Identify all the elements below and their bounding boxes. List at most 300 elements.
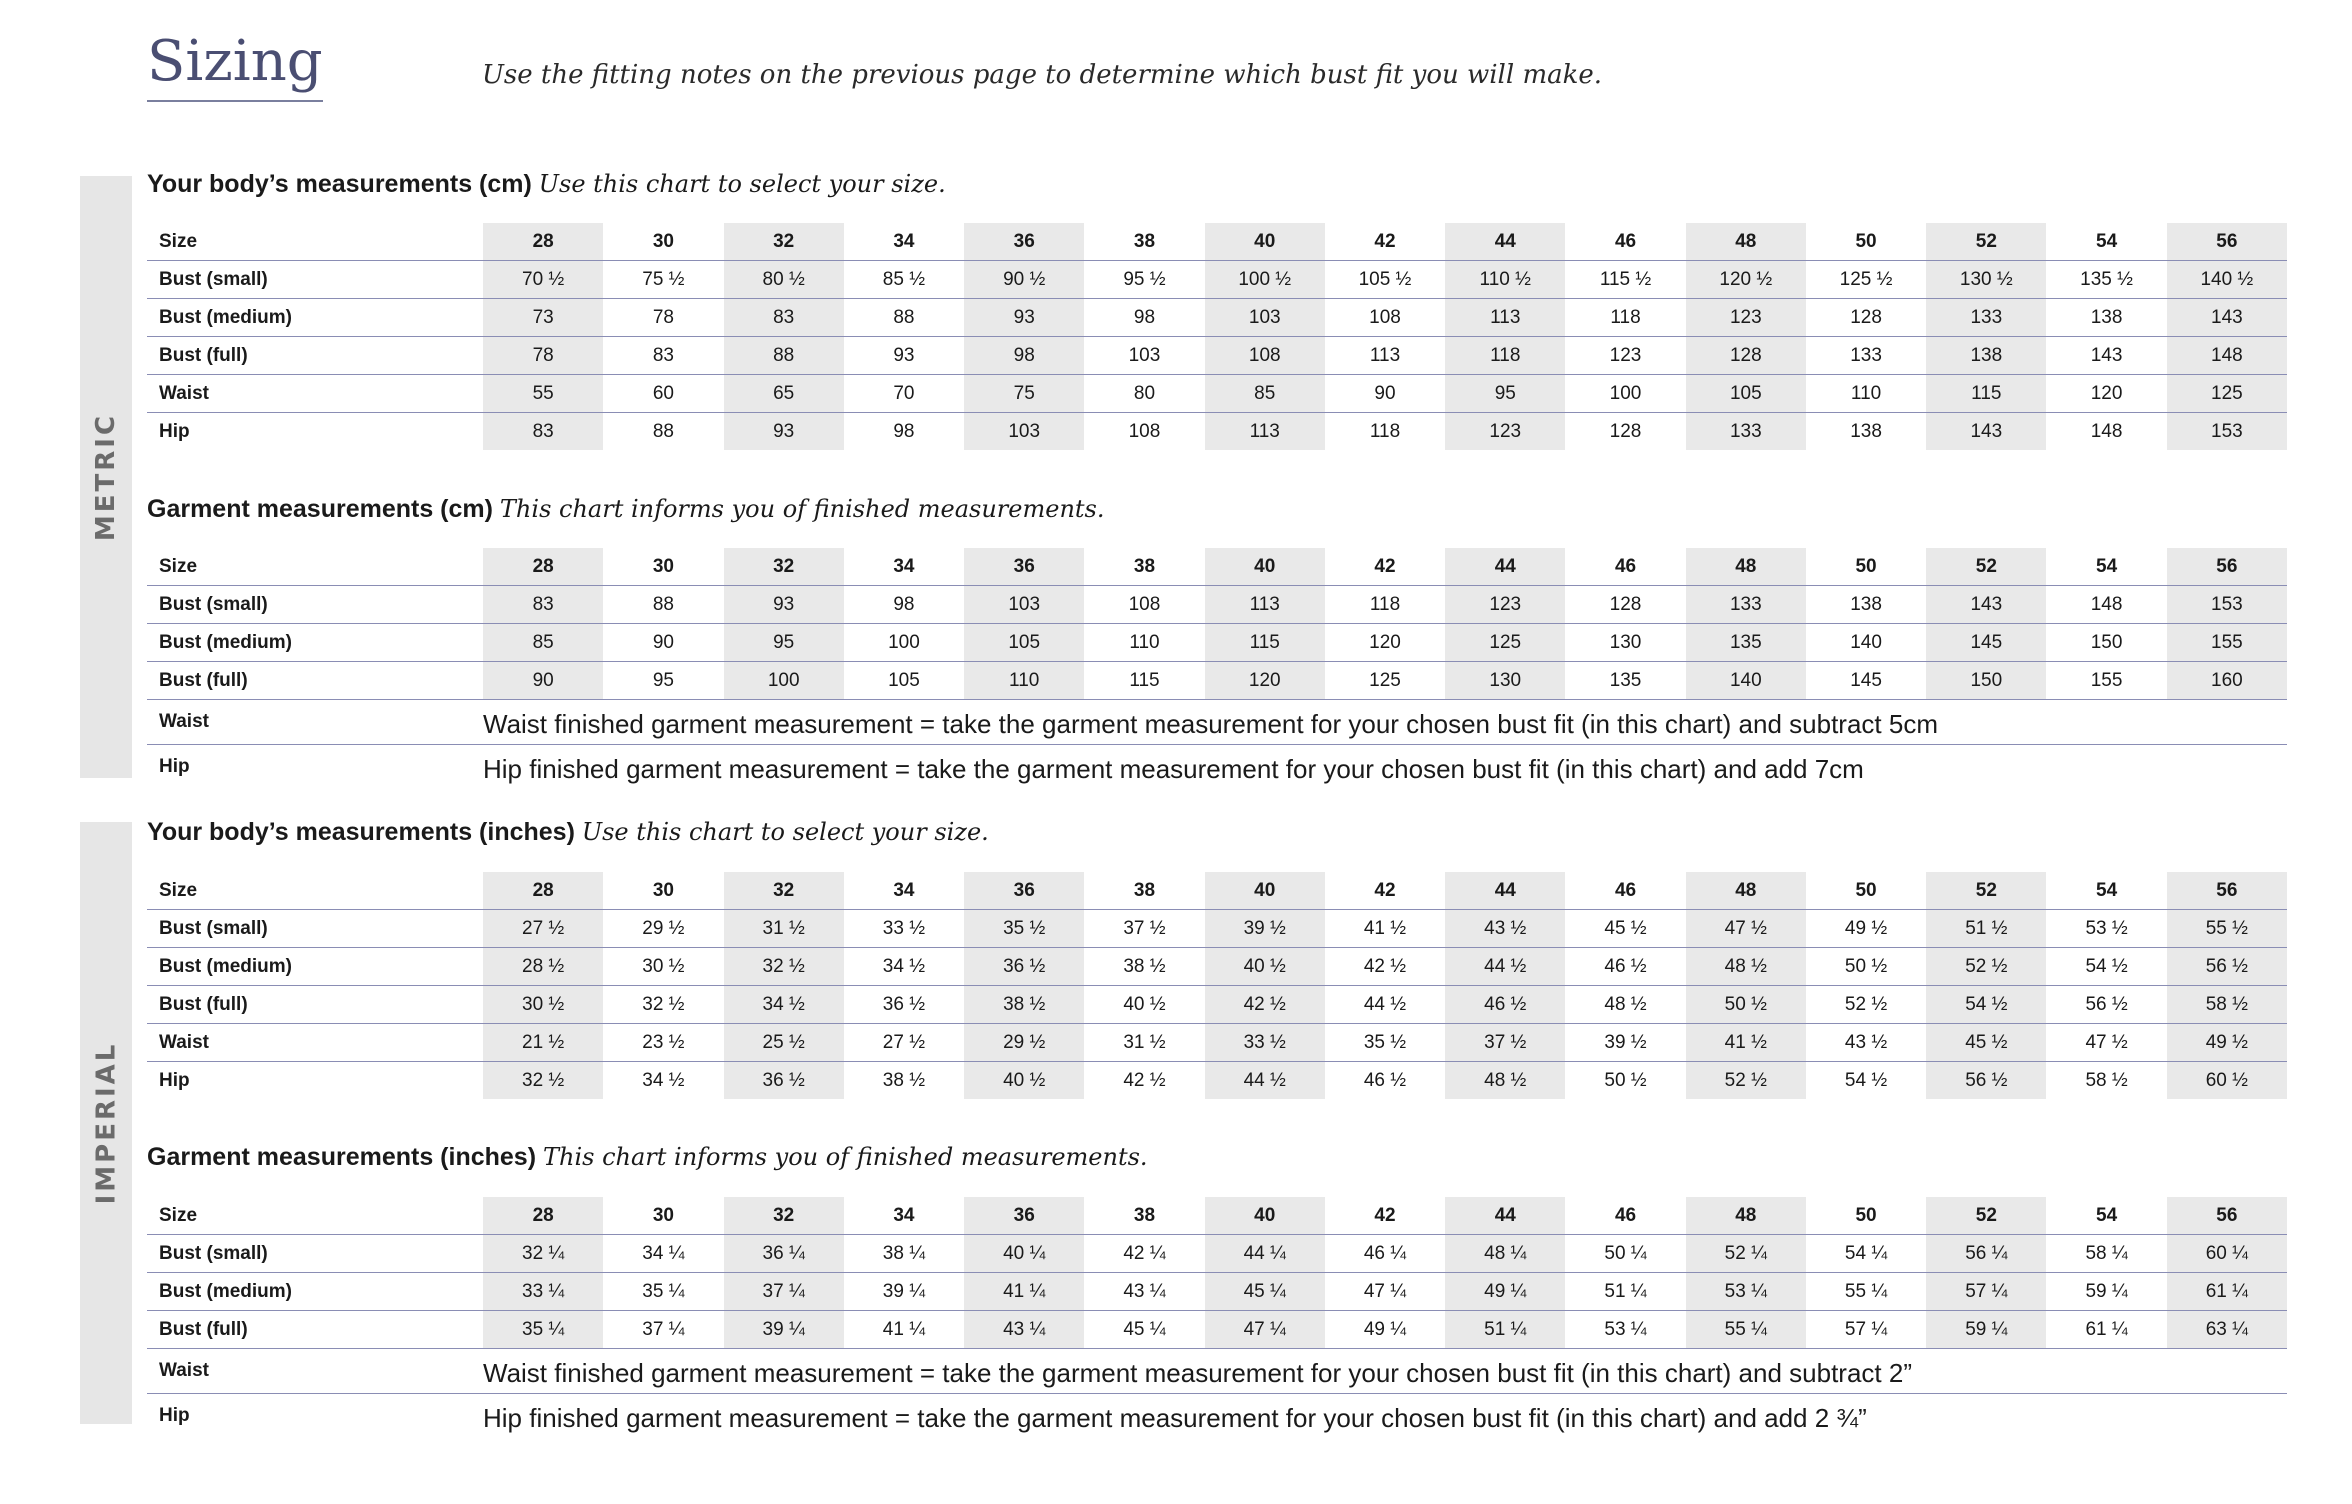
measurement-cell: 23 ½ xyxy=(603,1024,723,1062)
measurement-cell: 110 xyxy=(1806,375,1926,413)
measurement-cell: 29 ½ xyxy=(964,1024,1084,1062)
measurement-cell: 50 ½ xyxy=(1604,1069,1647,1091)
section-heading xyxy=(147,818,989,847)
measurement-cell: 100 xyxy=(1565,375,1685,413)
measurement-cell: 108 xyxy=(1205,337,1325,375)
measurement-cell: 113 xyxy=(1205,586,1325,624)
measurement-cell: 36 ½ xyxy=(964,948,1084,986)
measurement-cell: 42 ½ xyxy=(1123,1069,1166,1091)
measurement-cell: 43 ¼ xyxy=(1084,1273,1204,1311)
measurement-cell: 32 ¼ xyxy=(483,1235,603,1273)
row-label: Waist xyxy=(147,1024,483,1062)
measurement-cell: 56 ½ xyxy=(2167,948,2287,986)
measurement-cell: 135 xyxy=(1565,662,1685,700)
measurement-row xyxy=(147,1024,2287,1062)
measurement-cell: 42 ½ xyxy=(1205,986,1325,1024)
size-header-row xyxy=(147,223,2287,261)
note-text: Waist finished garment measurement = take the garment measurement for your chosen bust fit (in this chart) and subtract 5cm xyxy=(483,700,2287,745)
measurement-cell: 46 ¼ xyxy=(1325,1235,1445,1273)
measurement-cell: 133 xyxy=(1926,299,2046,337)
measurement-cell: 44 ¼ xyxy=(1205,1235,1325,1273)
measurement-cell: 53 ¼ xyxy=(1565,1311,1685,1349)
measurement-cell: 123 xyxy=(1445,586,1565,624)
section-heading-bold: Garment measurements (inches) xyxy=(147,1143,537,1171)
measurement-cell: 83 xyxy=(483,586,603,624)
measurement-cell: 41 ¼ xyxy=(964,1273,1084,1311)
measurement-cell: 70 ½ xyxy=(483,261,603,299)
measurement-cell: 57 ¼ xyxy=(1806,1311,1926,1349)
measurement-cell: 58 ½ xyxy=(2167,986,2287,1024)
measurement-cell: 37 ¼ xyxy=(724,1273,844,1311)
measurement-cell: 56 ½ xyxy=(2046,986,2166,1024)
note-row xyxy=(147,745,2287,790)
row-label: Bust (full) xyxy=(147,337,483,375)
measurement-cell: 42 ¼ xyxy=(1084,1235,1204,1273)
measurement-cell: 21 ½ xyxy=(483,1024,603,1062)
size-table xyxy=(147,223,2287,450)
size-header-cell: 50 xyxy=(1806,872,1926,910)
measurement-cell: 41 ¼ xyxy=(844,1311,964,1349)
measurement-cell: 108 xyxy=(1084,586,1204,624)
measurement-cell: 38 ½ xyxy=(1084,948,1204,986)
size-header-cell: 40 xyxy=(1205,1197,1325,1235)
measurement-cell: 57 ¼ xyxy=(1926,1273,2046,1311)
measurement-cell: 95 ½ xyxy=(1084,261,1204,299)
measurement-cell: 140 ½ xyxy=(2167,261,2287,299)
measurement-cell: 61 ¼ xyxy=(2167,1273,2287,1311)
measurement-cell: 39 ¼ xyxy=(844,1273,964,1311)
size-header-cell: 28 xyxy=(483,1197,603,1235)
measurement-cell: 135 xyxy=(1686,624,1806,662)
measurement-cell: 43 ½ xyxy=(1445,910,1565,948)
measurement-cell: 100 ½ xyxy=(1205,261,1325,299)
measurement-cell: 46 ½ xyxy=(1565,948,1685,986)
measurement-cell: 38 ½ xyxy=(882,1069,926,1091)
size-header-cell: 54 xyxy=(2046,872,2166,910)
row-label: Bust (medium) xyxy=(147,948,483,986)
measurement-cell: 145 xyxy=(1926,624,2046,662)
measurement-cell: 148 xyxy=(2167,337,2287,375)
measurement-cell: 115 xyxy=(1926,375,2046,413)
measurement-cell: 143 xyxy=(1926,586,2046,624)
measurement-cell: 34 ½ xyxy=(724,986,844,1024)
measurement-cell: 36 ½ xyxy=(844,986,964,1024)
measurement-cell: 85 xyxy=(1205,375,1325,413)
size-header-label: Size xyxy=(147,1197,483,1235)
measurement-cell: 90 xyxy=(1325,375,1445,413)
measurement-cell: 98 xyxy=(844,586,964,624)
size-header-cell: 42 xyxy=(1325,223,1445,261)
measurement-cell: 133 xyxy=(1686,413,1806,451)
measurement-cell: 105 xyxy=(1686,375,1806,413)
measurement-cell: 85 ½ xyxy=(844,261,964,299)
measurement-cell: 55 ¼ xyxy=(1806,1273,1926,1311)
measurement-cell: 98 xyxy=(1084,299,1204,337)
imperial-side-band xyxy=(80,822,132,1424)
size-header-label: Size xyxy=(147,548,483,586)
measurement-cell: 108 xyxy=(1325,299,1445,337)
size-table xyxy=(147,1197,2287,1438)
row-label: Bust (full) xyxy=(147,662,483,700)
page-title: Sizing xyxy=(147,30,323,102)
measurement-cell: 44 ½ xyxy=(1445,948,1565,986)
measurement-cell: 78 xyxy=(603,299,723,337)
measurement-cell: 80 xyxy=(1084,375,1204,413)
row-label: Bust (small) xyxy=(147,910,483,948)
measurement-cell: 34 ¼ xyxy=(603,1235,723,1273)
measurement-cell: 61 ¼ xyxy=(2046,1311,2166,1349)
measurement-cell: 150 xyxy=(2046,624,2166,662)
row-label: Waist xyxy=(147,375,483,413)
measurement-cell: 100 xyxy=(724,662,844,700)
measurement-cell: 55 xyxy=(483,375,603,413)
size-table xyxy=(147,548,2287,789)
measurement-cell: 110 ½ xyxy=(1445,261,1565,299)
row-label: Waist xyxy=(147,700,483,745)
measurement-cell: 125 xyxy=(2167,375,2287,413)
measurement-cell: 38 ¼ xyxy=(844,1235,964,1273)
size-header-cell: 46 xyxy=(1565,548,1685,586)
measurement-cell: 85 xyxy=(483,624,603,662)
metric-label: METRIC xyxy=(91,412,121,542)
measurement-cell: 120 xyxy=(2046,375,2166,413)
section-heading xyxy=(147,495,1105,524)
measurement-cell: 128 xyxy=(1686,337,1806,375)
measurement-cell: 133 xyxy=(1806,337,1926,375)
measurement-cell: 48 ½ xyxy=(1686,948,1806,986)
measurement-cell: 138 xyxy=(1850,420,1882,442)
measurement-cell: 128 xyxy=(1609,420,1642,442)
measurement-cell: 58 ¼ xyxy=(2046,1235,2166,1273)
measurement-cell: 47 ¼ xyxy=(1205,1311,1325,1349)
size-header-cell: 56 xyxy=(2167,1197,2287,1235)
measurement-cell: 105 ½ xyxy=(1325,261,1445,299)
measurement-cell: 95 xyxy=(724,624,844,662)
measurement-cell: 54 ½ xyxy=(1844,1069,1888,1091)
measurement-cell: 54 ½ xyxy=(1926,986,2046,1024)
measurement-cell: 135 ½ xyxy=(2046,261,2166,299)
measurement-cell: 33 ¼ xyxy=(483,1273,603,1311)
size-header-cell: 44 xyxy=(1445,223,1565,261)
size-header-cell: 52 xyxy=(1926,223,2046,261)
measurement-row xyxy=(147,586,2287,624)
page-subtitle: Use the fitting notes on the previous page to determine which bust fit you will make. xyxy=(482,60,1603,90)
measurement-cell: 95 xyxy=(1445,375,1565,413)
measurement-cell: 130 ½ xyxy=(1926,261,2046,299)
measurement-cell: 63 ¼ xyxy=(2167,1311,2287,1349)
measurement-cell: 90 xyxy=(603,624,723,662)
section-heading xyxy=(147,1143,1148,1172)
size-header-cell: 36 xyxy=(964,548,1084,586)
size-header-cell: 48 xyxy=(1686,872,1806,910)
measurement-cell: 49 ½ xyxy=(1806,910,1926,948)
measurement-cell: 56 ¼ xyxy=(1926,1235,2046,1273)
size-header-cell: 44 xyxy=(1445,872,1565,910)
measurement-cell: 30 ½ xyxy=(483,986,603,1024)
measurement-cell: 60 xyxy=(603,375,723,413)
measurement-cell: 45 ¼ xyxy=(1084,1311,1204,1349)
measurement-cell: 143 xyxy=(2167,299,2287,337)
measurement-cell: 153 xyxy=(2167,586,2287,624)
measurement-cell: 93 xyxy=(964,299,1084,337)
size-header-cell: 40 xyxy=(1205,548,1325,586)
measurement-cell: 48 ¼ xyxy=(1445,1235,1565,1273)
measurement-cell: 115 xyxy=(1205,624,1325,662)
size-header-cell: 30 xyxy=(603,548,723,586)
row-label: Hip xyxy=(159,1405,190,1426)
measurement-cell: 123 xyxy=(1565,337,1685,375)
measurement-cell: 120 xyxy=(1205,662,1325,700)
measurement-cell: 36 ½ xyxy=(724,1062,844,1100)
row-label: Hip xyxy=(159,756,190,777)
measurement-cell: 30 ½ xyxy=(603,948,723,986)
size-header-cell: 38 xyxy=(1084,548,1204,586)
measurement-cell: 113 xyxy=(1325,337,1445,375)
measurement-cell: 51 ½ xyxy=(1926,910,2046,948)
size-header-cell: 32 xyxy=(724,223,844,261)
size-header-cell: 56 xyxy=(2167,548,2287,586)
size-header-cell: 56 xyxy=(2167,872,2287,910)
measurement-cell: 125 xyxy=(1445,624,1565,662)
imperial-label: IMPERIAL xyxy=(91,1041,121,1205)
size-header-cell: 28 xyxy=(483,872,603,910)
size-header-cell: 34 xyxy=(844,872,964,910)
measurement-cell: 28 ½ xyxy=(483,948,603,986)
measurement-row xyxy=(147,1062,2287,1100)
measurement-cell: 103 xyxy=(964,413,1084,451)
section-heading-italic: Use this chart to select your size. xyxy=(581,818,989,846)
measurement-cell: 140 xyxy=(1806,624,1926,662)
measurement-cell: 34 ½ xyxy=(642,1069,685,1091)
measurement-cell: 88 xyxy=(844,299,964,337)
measurement-cell: 39 ½ xyxy=(1205,910,1325,948)
size-header-cell: 50 xyxy=(1806,223,1926,261)
measurement-cell: 56 ½ xyxy=(1926,1062,2046,1100)
measurement-cell: 123 xyxy=(1445,413,1565,451)
measurement-cell: 50 ½ xyxy=(1686,986,1806,1024)
size-header-cell: 52 xyxy=(1926,1197,2046,1235)
measurement-cell: 48 ½ xyxy=(1445,1062,1565,1100)
measurement-cell: 118 xyxy=(1565,299,1685,337)
measurement-cell: 153 xyxy=(2167,413,2287,451)
measurement-cell: 75 xyxy=(964,375,1084,413)
size-header-row xyxy=(147,548,2287,586)
measurement-cell: 60 ¼ xyxy=(2167,1235,2287,1273)
measurement-cell: 47 ½ xyxy=(1686,910,1806,948)
measurement-cell: 37 ¼ xyxy=(603,1311,723,1349)
row-label: Hip xyxy=(159,420,190,442)
measurement-cell: 150 xyxy=(1926,662,2046,700)
measurement-cell: 41 ½ xyxy=(1325,910,1445,948)
measurement-cell: 55 ¼ xyxy=(1686,1311,1806,1349)
measurement-cell: 44 ½ xyxy=(1325,986,1445,1024)
row-label: Bust (full) xyxy=(147,1311,483,1349)
measurement-cell: 160 xyxy=(2167,662,2287,700)
measurement-cell: 138 xyxy=(2046,299,2166,337)
measurement-cell: 31 ½ xyxy=(724,910,844,948)
measurement-cell: 54 ¼ xyxy=(1806,1235,1926,1273)
size-table xyxy=(147,872,2287,1099)
measurement-cell: 143 xyxy=(2046,337,2166,375)
measurement-cell: 125 xyxy=(1325,662,1445,700)
measurement-cell: 90 xyxy=(483,662,603,700)
size-header-cell: 50 xyxy=(1806,548,1926,586)
measurement-cell: 35 ¼ xyxy=(483,1311,603,1349)
size-header-cell: 38 xyxy=(1084,1197,1204,1235)
measurement-cell: 130 xyxy=(1565,624,1685,662)
size-header-cell: 46 xyxy=(1565,223,1685,261)
measurement-cell: 98 xyxy=(893,420,915,442)
size-header-cell: 44 xyxy=(1445,548,1565,586)
measurement-cell: 130 xyxy=(1445,662,1565,700)
measurement-cell: 35 ½ xyxy=(1325,1024,1445,1062)
measurement-row xyxy=(147,1235,2287,1273)
measurement-row xyxy=(147,662,2287,700)
measurement-row xyxy=(147,910,2287,948)
measurement-cell: 45 ½ xyxy=(1565,910,1685,948)
measurement-cell: 155 xyxy=(2046,662,2166,700)
measurement-cell: 32 ½ xyxy=(724,948,844,986)
measurement-row xyxy=(147,337,2287,375)
size-header-cell: 36 xyxy=(964,223,1084,261)
measurement-cell: 49 ½ xyxy=(2167,1024,2287,1062)
size-header-cell: 50 xyxy=(1806,1197,1926,1235)
measurement-cell: 35 ¼ xyxy=(603,1273,723,1311)
section-heading-bold: Garment measurements (cm) xyxy=(147,495,493,523)
measurement-cell: 103 xyxy=(964,586,1084,624)
section-heading-italic: This chart informs you of finished measurements. xyxy=(542,1143,1148,1171)
size-header-cell: 34 xyxy=(844,548,964,586)
measurement-cell: 83 xyxy=(483,413,603,451)
measurement-cell: 42 ½ xyxy=(1325,948,1445,986)
note-text: Waist finished garment measurement = take the garment measurement for your chosen bust fit (in this chart) and subtract 2” xyxy=(483,1349,2287,1394)
size-header-cell: 28 xyxy=(483,548,603,586)
section-heading-italic: Use this chart to select your size. xyxy=(538,170,946,198)
measurement-cell: 110 xyxy=(964,662,1084,700)
size-header-cell: 38 xyxy=(1084,872,1204,910)
measurement-cell: 83 xyxy=(724,299,844,337)
size-header-cell: 54 xyxy=(2046,1197,2166,1235)
size-header-cell: 30 xyxy=(603,1197,723,1235)
measurement-cell: 39 ½ xyxy=(1565,1024,1685,1062)
size-header-cell: 36 xyxy=(964,872,1084,910)
measurement-cell: 140 xyxy=(1686,662,1806,700)
size-header-cell: 44 xyxy=(1445,1197,1565,1235)
measurement-cell: 37 ½ xyxy=(1084,910,1204,948)
row-label: Bust (medium) xyxy=(147,299,483,337)
measurement-cell: 39 ¼ xyxy=(724,1311,844,1349)
size-header-cell: 46 xyxy=(1565,872,1685,910)
measurement-cell: 115 ½ xyxy=(1565,261,1685,299)
size-header-label: Size xyxy=(147,872,483,910)
measurement-cell: 47 ½ xyxy=(2046,1024,2166,1062)
measurement-row xyxy=(147,1273,2287,1311)
size-header-cell: 40 xyxy=(1205,872,1325,910)
measurement-cell: 155 xyxy=(2167,624,2287,662)
measurement-cell: 36 ¼ xyxy=(724,1235,844,1273)
measurement-cell: 40 ¼ xyxy=(964,1235,1084,1273)
measurement-cell: 40 ½ xyxy=(964,1062,1084,1100)
measurement-cell: 43 ¼ xyxy=(964,1311,1084,1349)
measurement-cell: 51 ¼ xyxy=(1565,1273,1685,1311)
measurement-cell: 60 ½ xyxy=(2167,1062,2287,1100)
measurement-cell: 59 ¼ xyxy=(2046,1273,2166,1311)
measurement-row xyxy=(147,413,2287,451)
measurement-cell: 105 xyxy=(964,624,1084,662)
measurement-cell: 138 xyxy=(1806,586,1926,624)
measurement-cell: 103 xyxy=(1205,299,1325,337)
measurement-cell: 65 xyxy=(724,375,844,413)
size-header-cell: 32 xyxy=(724,872,844,910)
measurement-cell: 33 ½ xyxy=(1205,1024,1325,1062)
measurement-cell: 27 ½ xyxy=(483,910,603,948)
size-header-cell: 32 xyxy=(724,548,844,586)
measurement-cell: 40 ½ xyxy=(1205,948,1325,986)
measurement-cell: 52 ½ xyxy=(1926,948,2046,986)
size-header-cell: 34 xyxy=(844,1197,964,1235)
section-heading-italic: This chart informs you of finished measurements. xyxy=(499,495,1105,523)
measurement-cell: 93 xyxy=(844,337,964,375)
measurement-cell: 34 ½ xyxy=(844,948,964,986)
size-header-cell: 42 xyxy=(1325,872,1445,910)
measurement-cell: 53 ½ xyxy=(2046,910,2166,948)
measurement-cell: 49 ¼ xyxy=(1445,1273,1565,1311)
size-header-row xyxy=(147,872,2287,910)
measurement-cell: 100 xyxy=(844,624,964,662)
measurement-cell: 70 xyxy=(844,375,964,413)
note-row xyxy=(147,700,2287,745)
measurement-cell: 93 xyxy=(724,413,844,451)
row-label: Bust (full) xyxy=(147,986,483,1024)
measurement-cell: 128 xyxy=(1565,586,1685,624)
measurement-cell: 38 ½ xyxy=(964,986,1084,1024)
measurement-cell: 118 xyxy=(1369,420,1401,442)
size-header-cell: 40 xyxy=(1205,223,1325,261)
measurement-cell: 125 ½ xyxy=(1806,261,1926,299)
measurement-cell: 78 xyxy=(483,337,603,375)
size-header-cell: 46 xyxy=(1565,1197,1685,1235)
measurement-cell: 52 ½ xyxy=(1806,986,1926,1024)
size-header-cell: 30 xyxy=(603,223,723,261)
measurement-row xyxy=(147,299,2287,337)
measurement-cell: 44 ½ xyxy=(1205,1062,1325,1100)
row-label: Bust (medium) xyxy=(147,624,483,662)
measurement-cell: 138 xyxy=(1926,337,2046,375)
note-text: Hip finished garment measurement = take the garment measurement for your chosen bust fit (in this chart) and add 2 ¾” xyxy=(483,1402,1867,1433)
measurement-cell: 75 ½ xyxy=(603,261,723,299)
measurement-cell: 59 ¼ xyxy=(1926,1311,2046,1349)
measurement-cell: 145 xyxy=(1806,662,1926,700)
measurement-cell: 98 xyxy=(964,337,1084,375)
measurement-cell: 103 xyxy=(1084,337,1204,375)
note-text: Hip finished garment measurement = take the garment measurement for your chosen bust fit (in this chart) and add 7cm xyxy=(483,753,1864,784)
size-header-cell: 54 xyxy=(2046,223,2166,261)
size-header-cell: 36 xyxy=(964,1197,1084,1235)
metric-side-band xyxy=(80,176,132,778)
measurement-cell: 50 ½ xyxy=(1806,948,1926,986)
measurement-cell: 55 ½ xyxy=(2167,910,2287,948)
measurement-cell: 120 xyxy=(1325,624,1445,662)
measurement-cell: 29 ½ xyxy=(603,910,723,948)
size-header-cell: 48 xyxy=(1686,1197,1806,1235)
measurement-cell: 108 xyxy=(1128,420,1161,442)
measurement-cell: 93 xyxy=(724,586,844,624)
row-label: Bust (small) xyxy=(147,586,483,624)
measurement-cell: 88 xyxy=(603,586,723,624)
measurement-cell: 113 xyxy=(1205,413,1325,451)
measurement-cell: 123 xyxy=(1686,299,1806,337)
measurement-cell: 45 ¼ xyxy=(1205,1273,1325,1311)
